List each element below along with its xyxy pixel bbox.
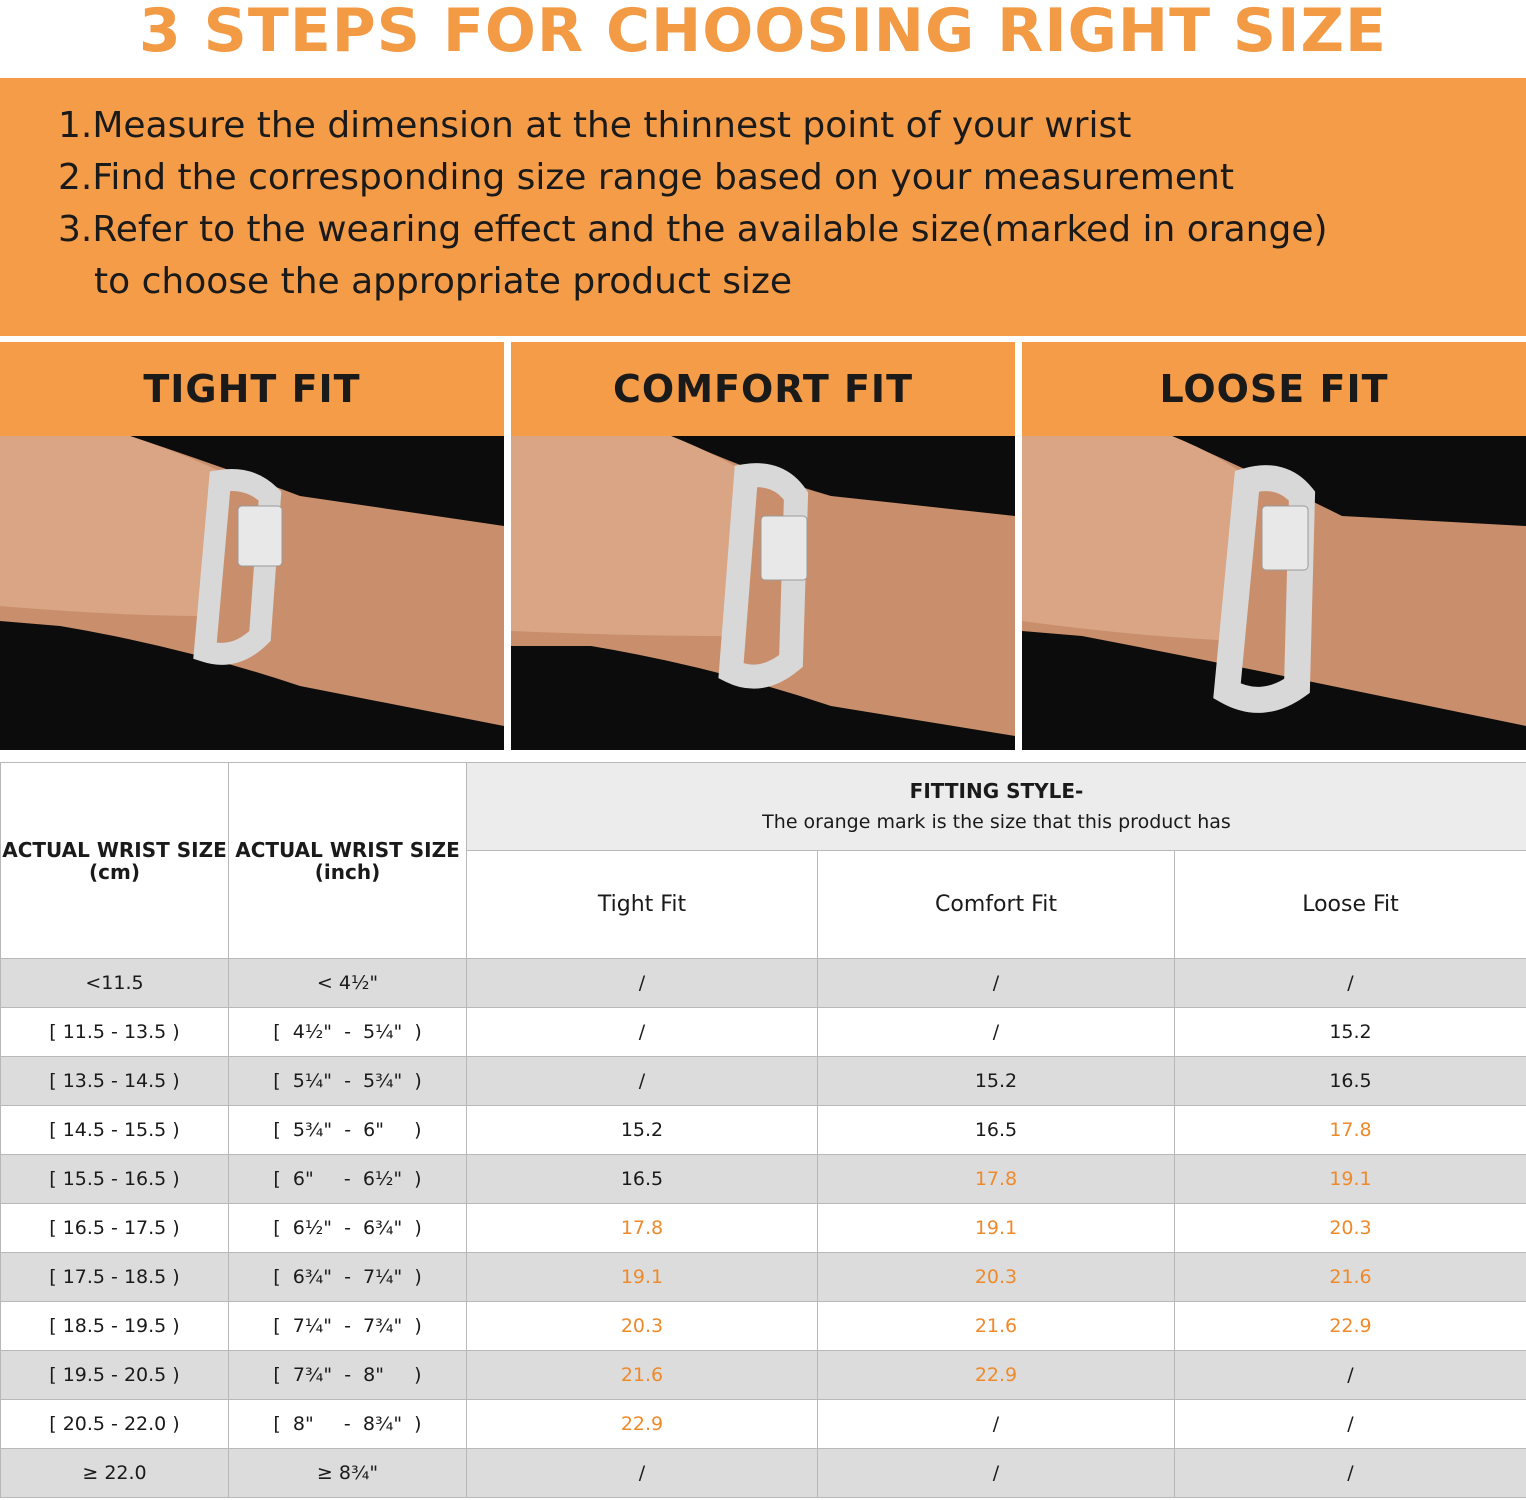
cell-inch: [ 6½" - 6¾" ) [229,1204,467,1253]
header-cm [1,763,229,959]
cell-tight-fit: 21.6 [467,1351,818,1400]
cell-loose-fit: / [1175,1449,1526,1498]
comfort-fit-heading: COMFORT FIT [511,342,1015,436]
cell-comfort-fit: 19.1 [818,1204,1175,1253]
cell-loose-fit: 21.6 [1175,1253,1526,1302]
cell-comfort-fit: / [818,1400,1175,1449]
cell-loose-fit: / [1175,959,1526,1008]
cell-tight-fit: / [467,1008,818,1057]
cell-inch: [ 6" - 6½" ) [229,1155,467,1204]
tight-fit-panel [0,342,504,750]
cell-cm: [ 16.5 - 17.5 ) [1,1204,229,1253]
table-row [1,959,1526,1008]
header-cm-unit: (cm) [89,859,140,884]
fitting-style-title: FITTING STYLE- [909,779,1084,803]
cell-cm: [ 15.5 - 16.5 ) [1,1155,229,1204]
cell-inch: < 4½" [229,959,467,1008]
cell-inch: [ 5¾" - 6" ) [229,1106,467,1155]
cell-inch: [ 7¼" - 7¾" ) [229,1302,467,1351]
cell-cm: [ 11.5 - 13.5 ) [1,1008,229,1057]
cell-tight-fit: 17.8 [467,1204,818,1253]
size-table [0,762,1526,1500]
loose-fit-panel [1022,342,1526,750]
cell-loose-fit: 16.5 [1175,1057,1526,1106]
cell-cm: [ 17.5 - 18.5 ) [1,1253,229,1302]
header-inch [229,763,467,959]
step-3-continued: to choose the appropriate product size [94,261,793,302]
cell-comfort-fit: 21.6 [818,1302,1175,1351]
tight-fit-photo [0,436,504,750]
header-tight-fit: Tight Fit [467,851,818,959]
cell-cm: [ 18.5 - 19.5 ) [1,1302,229,1351]
cell-inch: [ 6¾" - 7¼" ) [229,1253,467,1302]
table-row [1,1155,1526,1204]
cell-tight-fit: 20.3 [467,1302,818,1351]
cell-tight-fit: 15.2 [467,1106,818,1155]
header-cm-label: ACTUAL WRIST SIZE [2,837,227,862]
table-row [1,1302,1526,1351]
cell-inch: ≥ 8¾" [229,1449,467,1498]
cell-loose-fit: / [1175,1351,1526,1400]
cell-tight-fit: / [467,1449,818,1498]
cell-tight-fit: 16.5 [467,1155,818,1204]
wrist-bracelet-image [511,436,1015,750]
cell-loose-fit: 15.2 [1175,1008,1526,1057]
cell-comfort-fit: / [818,1008,1175,1057]
comfort-fit-photo [511,436,1015,750]
cell-inch: [ 4½" - 5¼" ) [229,1008,467,1057]
steps-banner [0,78,1526,336]
header-inch-label: ACTUAL WRIST SIZE [235,837,460,862]
header-inch-unit: (inch) [314,859,381,884]
table-row [1,1253,1526,1302]
fitting-style-header [467,763,1526,851]
cell-comfort-fit: / [818,959,1175,1008]
cell-cm: [ 19.5 - 20.5 ) [1,1351,229,1400]
cell-comfort-fit: 17.8 [818,1155,1175,1204]
table-row [1,1057,1526,1106]
cell-loose-fit: 17.8 [1175,1106,1526,1155]
loose-fit-heading: LOOSE FIT [1022,342,1526,436]
cell-loose-fit: 20.3 [1175,1204,1526,1253]
cell-cm: [ 13.5 - 14.5 ) [1,1057,229,1106]
table-row [1,1400,1526,1449]
cell-tight-fit: 22.9 [467,1400,818,1449]
wrist-bracelet-image [1022,436,1526,750]
header-loose-fit: Loose Fit [1175,851,1526,959]
wrist-bracelet-image [0,436,504,750]
cell-inch: [ 5¼" - 5¾" ) [229,1057,467,1106]
table-row [1,1008,1526,1057]
step-2: 2.Find the corresponding size range based on your measurement [58,157,1234,198]
cell-inch: [ 7¾" - 8" ) [229,1351,467,1400]
cell-comfort-fit: / [818,1449,1175,1498]
cell-tight-fit: / [467,1057,818,1106]
loose-fit-photo [1022,436,1526,750]
step-3: 3.Refer to the wearing effect and the available size(marked in orange) [58,209,1328,250]
cell-loose-fit: / [1175,1400,1526,1449]
fitting-style-subtitle: The orange mark is the size that this product has [762,811,1231,833]
cell-cm: ≥ 22.0 [1,1449,229,1498]
cell-comfort-fit: 22.9 [818,1351,1175,1400]
table-row [1,1351,1526,1400]
header-comfort-fit: Comfort Fit [818,851,1175,959]
page-title: 3 STEPS FOR CHOOSING RIGHT SIZE [139,0,1387,66]
cell-cm: <11.5 [1,959,229,1008]
cell-comfort-fit: 16.5 [818,1106,1175,1155]
cell-comfort-fit: 20.3 [818,1253,1175,1302]
table-row [1,1449,1526,1498]
cell-tight-fit: / [467,959,818,1008]
cell-loose-fit: 19.1 [1175,1155,1526,1204]
table-row [1,1106,1526,1155]
step-1: 1.Measure the dimension at the thinnest point of your wrist [58,105,1132,146]
cell-cm: [ 14.5 - 15.5 ) [1,1106,229,1155]
cell-loose-fit: 22.9 [1175,1302,1526,1351]
cell-inch: [ 8" - 8¾" ) [229,1400,467,1449]
cell-comfort-fit: 15.2 [818,1057,1175,1106]
cell-cm: [ 20.5 - 22.0 ) [1,1400,229,1449]
comfort-fit-panel [511,342,1015,750]
cell-tight-fit: 19.1 [467,1253,818,1302]
tight-fit-heading: TIGHT FIT [0,342,504,436]
table-row [1,1204,1526,1253]
